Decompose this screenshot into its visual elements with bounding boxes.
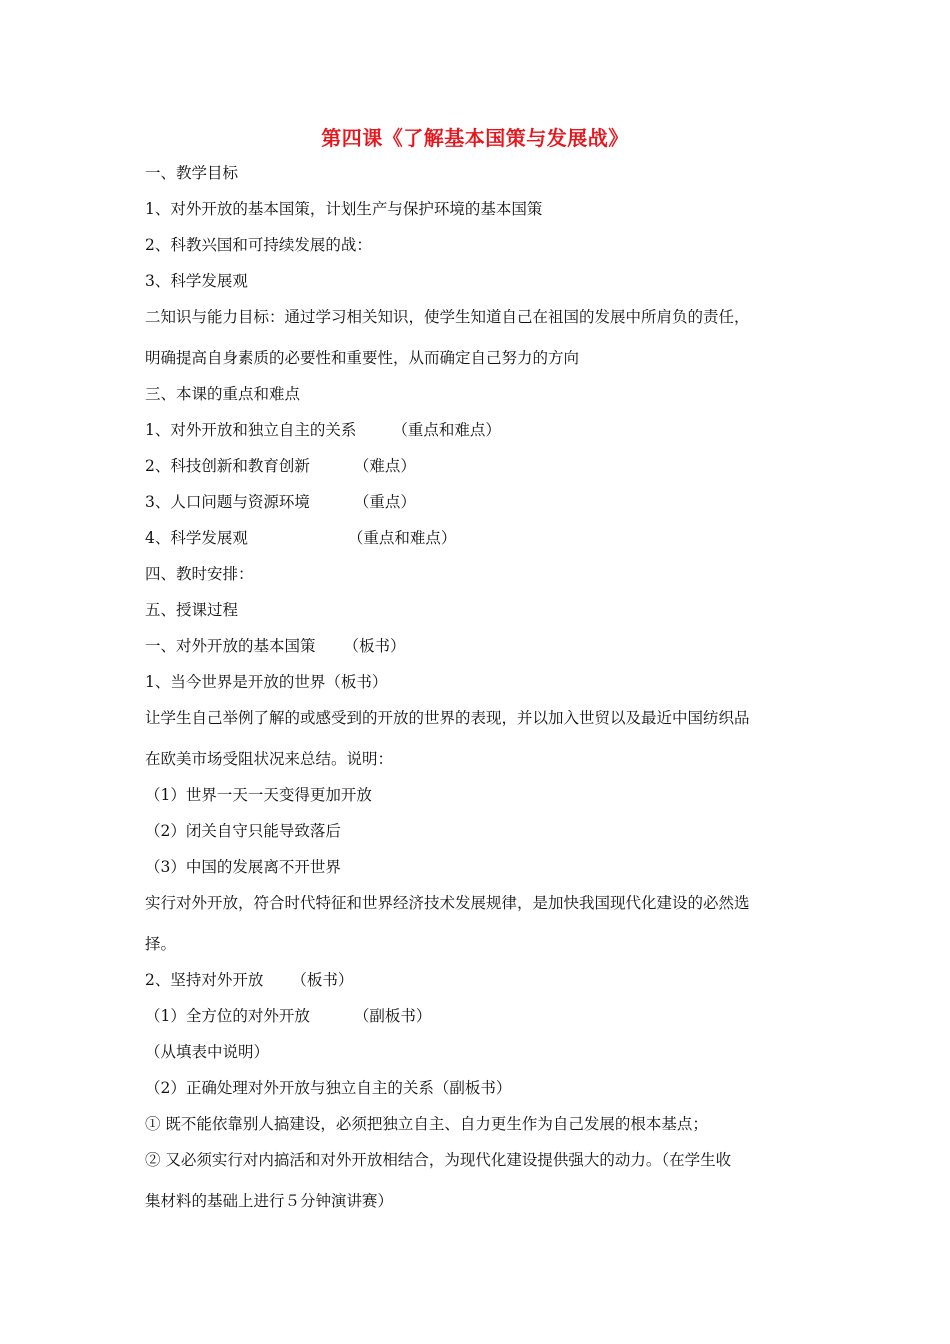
list-item: （1）世界一天一天变得更加开放 (145, 786, 372, 804)
key-point-item: 2、科技创新和教育创新 （难点） (145, 457, 416, 475)
list-item: （2）闭关自守只能导致落后 (145, 822, 341, 840)
board-note: （板书） (343, 637, 406, 655)
key-point-note: （重点和难点） (392, 421, 501, 439)
section-heading-key-points: 三、本课的重点和难点 (145, 385, 301, 403)
paragraph-line: 二知识与能力目标：通过学习相关知识，使学生知道自己在祖国的发展中所肩负的责任， (145, 308, 750, 326)
key-point-note: （难点） (353, 457, 416, 475)
paragraph-line: 1、当今世界是开放的世界（板书） (145, 673, 388, 691)
list-item: ② 又必须实行对内搞活和对外开放相结合，为现代化建设提供强大的动力。（在学生收 (145, 1151, 732, 1169)
subsection-heading: 2、坚持对外开放 （板书） (145, 971, 354, 989)
key-point-item: 3、人口问题与资源环境 （重点） (145, 493, 416, 511)
paragraph-line: 在欧美市场受阻状况来总结。说明： (145, 750, 394, 768)
board-note: （副板书） (353, 1007, 432, 1025)
paragraph-line: 明确提高自身素质的必要性和重要性，从而确定自己努力的方向 (145, 349, 580, 367)
section-heading-objectives: 一、教学目标 (145, 164, 239, 182)
key-point-note: （重点） (353, 493, 416, 511)
paragraph-line: 让学生自己举例了解的或感受到的开放的世界的表现，并以加入世贸以及最近中国纺织品 (145, 709, 750, 727)
paragraph-line: （从填表中说明） (145, 1043, 270, 1061)
subsection-heading: 一、对外开放的基本国策 （板书） (145, 637, 406, 655)
board-note: （板书） (291, 971, 354, 989)
objective-item: 1、对外开放的基本国策，计划生产与保护环境的基本国策 (145, 200, 543, 218)
key-point-item: 1、对外开放和独立自主的关系 （重点和难点） (145, 421, 501, 439)
paragraph-line: 实行对外开放，符合时代特征和世界经济技术发展规律，是加快我国现代化建设的必然选 (145, 894, 750, 912)
paragraph-line: 集材料的基础上进行５分钟演讲赛） (145, 1192, 394, 1210)
list-item: （2）正确处理对外开放与独立自主的关系（副板书） (145, 1079, 512, 1097)
list-item: （3）中国的发展离不开世界 (145, 858, 341, 876)
objective-item: 3、科学发展观 (145, 272, 248, 290)
section-heading-process: 五、授课过程 (145, 601, 239, 619)
list-item: （1）全方位的对外开放 （副板书） (145, 1007, 432, 1025)
key-point-item: 4、科学发展观 （重点和难点） (145, 529, 457, 547)
objective-item: 2、科教兴国和可持续发展的战： (145, 236, 372, 254)
paragraph-line: 择。 (145, 935, 177, 953)
list-item: ① 既不能依靠别人搞建设，必须把独立自主、自力更生作为自己发展的根本基点； (145, 1115, 708, 1133)
document-title: 第四课《了解基本国策与发展战》 (321, 126, 629, 150)
key-point-note: （重点和难点） (347, 529, 457, 547)
section-heading-schedule: 四、教时安排： (145, 565, 254, 583)
